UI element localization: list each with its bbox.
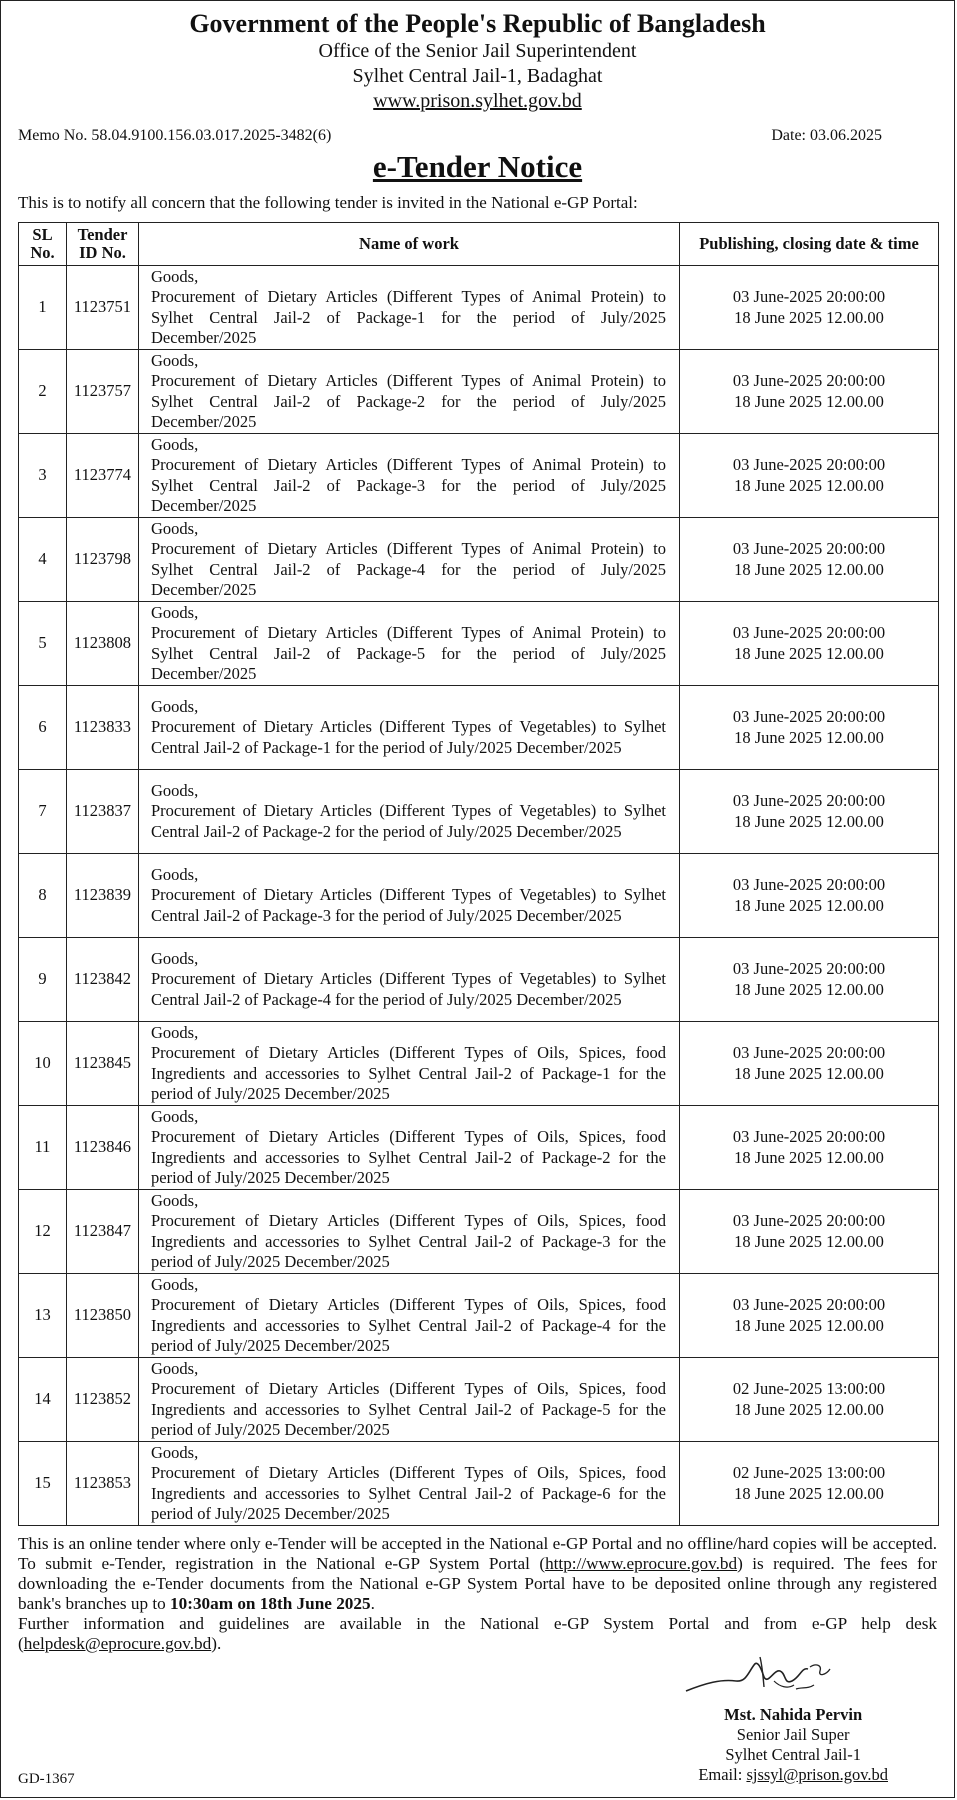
tender-id-cell: 1123846 [67, 1106, 139, 1190]
signatory-email-line [698, 1765, 888, 1785]
sl-cell: 2 [19, 350, 67, 434]
publishing-date: 03 June-2025 20:00:00 [732, 371, 886, 390]
dates-cell [680, 1274, 939, 1358]
sl-cell: 11 [19, 1106, 67, 1190]
publishing-date: 03 June-2025 20:00:00 [732, 1127, 886, 1146]
footer-p2: ) is required. The fees for downloading the e-Tender documents from the National e-GP System Portal have to be deposited online through any registered bank's branches up to [18, 1554, 937, 1613]
tender-id-cell: 1123808 [67, 602, 139, 686]
work-description: Procurement of Dietary Articles (Different Types of Vegetables) to Sylhet Central Jail-2 of Package-3 for the period of July/2025 December/2025 [151, 885, 666, 925]
tender-id-cell: 1123839 [67, 854, 139, 938]
document-code: GD-1367 [18, 1771, 75, 1787]
work-description: Procurement of Dietary Articles (Different Types of Vegetables) to Sylhet Central Jail-2 of Package-4 for the period of July/2025 December/2025 [151, 969, 666, 1009]
work-description: Procurement of Dietary Articles (Different Types of Oils, Spices, food Ingredients and accessories to Sylhet Central Jail-2 of Package-4 for the period of July/2025 December/2025 [151, 1295, 666, 1355]
table-row [19, 854, 939, 938]
work-type: Goods, [151, 518, 199, 538]
work-type: Goods, [151, 350, 199, 370]
work-type: Goods, [151, 1190, 199, 1210]
notice-title: e-Tender Notice [372, 149, 583, 184]
signature-image [676, 1651, 886, 1701]
signatory-name: Mst. Nahida Pervin [724, 1705, 863, 1724]
publishing-date: 03 June-2025 20:00:00 [732, 539, 886, 558]
sl-cell: 13 [19, 1274, 67, 1358]
sl-cell: 5 [19, 602, 67, 686]
publishing-date: 02 June-2025 13:00:00 [732, 1463, 886, 1482]
table-row [19, 350, 939, 434]
tender-table [18, 222, 939, 1526]
tender-id-cell: 1123850 [67, 1274, 139, 1358]
table-row [19, 938, 939, 1022]
work-description: Procurement of Dietary Articles (Different Types of Animal Protein) to Sylhet Central Jail-2 of Package-3 for the period of July/2025 December/2025 [151, 455, 666, 515]
dates-cell [680, 1190, 939, 1274]
work-cell [139, 1106, 680, 1190]
sl-cell: 7 [19, 770, 67, 854]
work-cell [139, 266, 680, 350]
work-cell [139, 350, 680, 434]
work-type: Goods, [151, 1358, 199, 1378]
closing-date: 18 June 2025 12.00.00 [734, 1147, 884, 1167]
work-type: Goods, [151, 602, 199, 622]
work-description: Procurement of Dietary Articles (Different Types of Oils, Spices, food Ingredients and accessories to Sylhet Central Jail-2 of Package-6 for the period of July/2025 December/2025 [151, 1463, 666, 1523]
tender-id-cell: 1123774 [67, 434, 139, 518]
work-type: Goods, [151, 1022, 199, 1042]
table-row [19, 1022, 939, 1106]
publishing-date: 03 June-2025 20:00:00 [732, 287, 886, 306]
table-row [19, 1190, 939, 1274]
publishing-date: 03 June-2025 20:00:00 [732, 791, 886, 810]
work-type: Goods, [151, 1274, 199, 1294]
dates-cell [680, 1358, 939, 1442]
signatory-block [698, 1705, 888, 1785]
publishing-date: 03 June-2025 20:00:00 [732, 623, 886, 642]
signatory-designation: Senior Jail Super [736, 1725, 850, 1744]
publishing-date: 02 June-2025 13:00:00 [732, 1379, 886, 1398]
tender-id-cell: 1123842 [67, 938, 139, 1022]
dates-cell [680, 434, 939, 518]
memo-number: Memo No. 58.04.9100.156.03.017.2025-3482(6) [18, 127, 332, 144]
tender-id-cell: 1123757 [67, 350, 139, 434]
work-type: Goods, [151, 948, 199, 968]
dates-cell [680, 602, 939, 686]
closing-date: 18 June 2025 12.00.00 [734, 1483, 884, 1503]
signatory-email-link[interactable]: sjssyl@prison.gov.bd [746, 1765, 888, 1784]
work-cell [139, 1274, 680, 1358]
office-name: Office of the Senior Jail Superintendent [318, 40, 637, 62]
submission-deadline: 10:30am on 18th June 2025 [170, 1594, 371, 1613]
table-row [19, 518, 939, 602]
tender-id-cell: 1123751 [67, 266, 139, 350]
dates-cell [680, 266, 939, 350]
header-sl: SL No. [19, 223, 67, 266]
work-type: Goods, [151, 864, 199, 884]
government-title: Government of the People's Republic of Bangladesh [189, 9, 766, 38]
work-type: Goods, [151, 1442, 199, 1462]
dates-cell [680, 1106, 939, 1190]
closing-date: 18 June 2025 12.00.00 [734, 727, 884, 747]
closing-date: 18 June 2025 12.00.00 [734, 979, 884, 999]
work-cell [139, 434, 680, 518]
tender-id-cell: 1123853 [67, 1442, 139, 1526]
table-row [19, 266, 939, 350]
website-link[interactable]: www.prison.sylhet.gov.bd [373, 90, 582, 112]
sl-cell: 6 [19, 686, 67, 770]
work-type: Goods, [151, 780, 199, 800]
tender-id-cell: 1123837 [67, 770, 139, 854]
work-cell [139, 1358, 680, 1442]
office-address: Sylhet Central Jail-1, Badaghat [352, 65, 603, 87]
tender-id-cell: 1123852 [67, 1358, 139, 1442]
closing-date: 18 June 2025 12.00.00 [734, 1231, 884, 1251]
table-row [19, 1106, 939, 1190]
work-description: Procurement of Dietary Articles (Different Types of Vegetables) to Sylhet Central Jail-2 of Package-2 for the period of July/2025 December/2025 [151, 801, 666, 841]
sl-cell: 12 [19, 1190, 67, 1274]
sl-cell: 10 [19, 1022, 67, 1106]
dates-cell [680, 350, 939, 434]
sl-cell: 4 [19, 518, 67, 602]
table-row [19, 1274, 939, 1358]
table-row [19, 434, 939, 518]
closing-date: 18 June 2025 12.00.00 [734, 1315, 884, 1335]
closing-date: 18 June 2025 12.00.00 [734, 643, 884, 663]
letterhead [1, 1, 954, 114]
tender-id-cell: 1123798 [67, 518, 139, 602]
footer-p4: Further information and guidelines are available in the National e-GP System Portal and from e-GP help desk ( [18, 1614, 937, 1653]
footer-p1: This is an online tender where only e-Tender will be accepted in the National e-GP Portal and no offline/hard copies will be accepted. To submit e-Tender, registration in the National e-GP System Portal ( [18, 1534, 937, 1573]
dates-cell [680, 518, 939, 602]
footer-p5: ). [211, 1634, 222, 1653]
work-cell [139, 518, 680, 602]
closing-date: 18 June 2025 12.00.00 [734, 811, 884, 831]
publishing-date: 03 June-2025 20:00:00 [732, 455, 886, 474]
header-tender-id: Tender ID No. [67, 223, 139, 266]
work-description: Procurement of Dietary Articles (Different Types of Oils, Spices, food Ingredients and accessories to Sylhet Central Jail-2 of Package-2 for the period of July/2025 December/2025 [151, 1127, 666, 1187]
work-type: Goods, [151, 266, 199, 286]
intro-text: This is to notify all concern that the following tender is invited in the National e-GP Portal: [18, 193, 638, 212]
dates-cell [680, 854, 939, 938]
work-description: Procurement of Dietary Articles (Different Types of Animal Protein) to Sylhet Central Jail-2 of Package-5 for the period of July/2025 December/2025 [151, 623, 666, 683]
sl-cell: 9 [19, 938, 67, 1022]
footer-instructions [18, 1534, 937, 1654]
work-cell [139, 602, 680, 686]
header-work: Name of work [139, 223, 680, 266]
publishing-date: 03 June-2025 20:00:00 [732, 1295, 886, 1314]
work-description: Procurement of Dietary Articles (Different Types of Animal Protein) to Sylhet Central Jail-2 of Package-2 for the period of July/2025 December/2025 [151, 371, 666, 431]
dates-cell [680, 938, 939, 1022]
footer-p3: . [370, 1594, 375, 1613]
tender-id-cell: 1123847 [67, 1190, 139, 1274]
tender-id-cell: 1123845 [67, 1022, 139, 1106]
work-cell [139, 686, 680, 770]
publishing-date: 03 June-2025 20:00:00 [732, 1211, 886, 1230]
work-description: Procurement of Dietary Articles (Different Types of Oils, Spices, food Ingredients and accessories to Sylhet Central Jail-2 of Package-5 for the period of July/2025 December/2025 [151, 1379, 666, 1439]
work-cell [139, 770, 680, 854]
dates-cell [680, 1442, 939, 1526]
header-dates: Publishing, closing date & time [680, 223, 939, 266]
memo-date: Date: 03.06.2025 [771, 127, 882, 144]
work-cell [139, 854, 680, 938]
sl-cell: 8 [19, 854, 67, 938]
sl-cell: 14 [19, 1358, 67, 1442]
dates-cell [680, 1022, 939, 1106]
dates-cell [680, 770, 939, 854]
closing-date: 18 June 2025 12.00.00 [734, 559, 884, 579]
work-description: Procurement of Dietary Articles (Different Types of Vegetables) to Sylhet Central Jail-2 of Package-1 for the period of July/2025 December/2025 [151, 717, 666, 757]
work-description: Procurement of Dietary Articles (Different Types of Animal Protein) to Sylhet Central Jail-2 of Package-4 for the period of July/2025 December/2025 [151, 539, 666, 599]
work-cell [139, 1022, 680, 1106]
work-description: Procurement of Dietary Articles (Different Types of Oils, Spices, food Ingredients and accessories to Sylhet Central Jail-2 of Package-1 for the period of July/2025 December/2025 [151, 1043, 666, 1103]
dates-cell [680, 686, 939, 770]
tender-rows [19, 266, 939, 1526]
signatory-office: Sylhet Central Jail-1 [725, 1745, 861, 1764]
table-row [19, 602, 939, 686]
work-type: Goods, [151, 696, 199, 716]
sl-cell: 3 [19, 434, 67, 518]
table-row [19, 1358, 939, 1442]
work-cell [139, 1442, 680, 1526]
sl-cell: 1 [19, 266, 67, 350]
eprocure-link[interactable]: http://www.eprocure.gov.bd [545, 1554, 738, 1573]
work-description: Procurement of Dietary Articles (Different Types of Animal Protein) to Sylhet Central Jail-2 of Package-1 for the period of July/2025 December/2025 [151, 287, 666, 347]
memo-row [18, 126, 882, 146]
publishing-date: 03 June-2025 20:00:00 [732, 875, 886, 894]
closing-date: 18 June 2025 12.00.00 [734, 1063, 884, 1083]
email-label: Email: [698, 1765, 747, 1784]
table-header-row [19, 223, 939, 266]
work-cell [139, 938, 680, 1022]
closing-date: 18 June 2025 12.00.00 [734, 307, 884, 327]
closing-date: 18 June 2025 12.00.00 [734, 475, 884, 495]
work-description: Procurement of Dietary Articles (Different Types of Oils, Spices, food Ingredients and accessories to Sylhet Central Jail-2 of Package-3 for the period of July/2025 December/2025 [151, 1211, 666, 1271]
sl-cell: 15 [19, 1442, 67, 1526]
closing-date: 18 June 2025 12.00.00 [734, 1399, 884, 1419]
closing-date: 18 June 2025 12.00.00 [734, 391, 884, 411]
table-row [19, 770, 939, 854]
publishing-date: 03 June-2025 20:00:00 [732, 1043, 886, 1062]
publishing-date: 03 June-2025 20:00:00 [732, 959, 886, 978]
tender-id-cell: 1123833 [67, 686, 139, 770]
closing-date: 18 June 2025 12.00.00 [734, 895, 884, 915]
helpdesk-email-link[interactable]: helpdesk@eprocure.gov.bd [23, 1634, 212, 1653]
work-type: Goods, [151, 1106, 199, 1126]
table-row [19, 686, 939, 770]
table-row [19, 1442, 939, 1526]
work-type: Goods, [151, 434, 199, 454]
work-cell [139, 1190, 680, 1274]
publishing-date: 03 June-2025 20:00:00 [732, 707, 886, 726]
